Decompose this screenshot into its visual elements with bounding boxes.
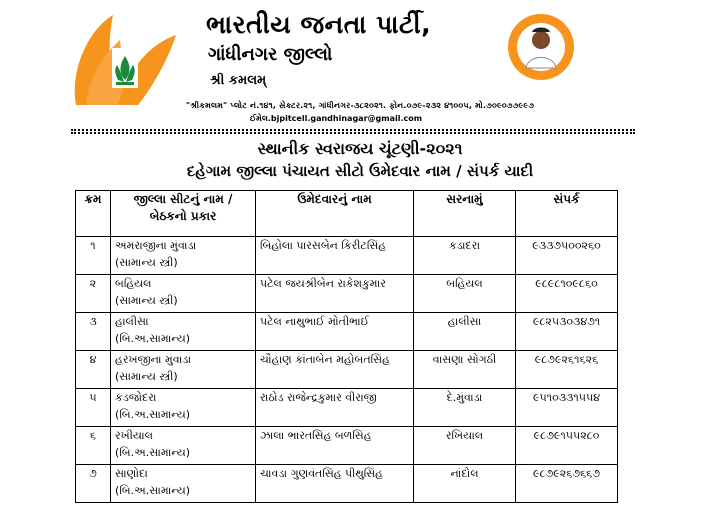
table-row (76, 313, 618, 351)
candidate-table (75, 190, 618, 503)
cell-seat (111, 237, 256, 275)
table-row (76, 237, 618, 275)
cell-contact: ૯૩૩૭૫૦૦૨૬૦ (516, 237, 618, 275)
seat-type: (સામાન્ય સ્ત્રી) (115, 256, 178, 269)
seat-type: (સામાન્ય સ્ત્રી) (115, 294, 178, 307)
separator-line (71, 132, 635, 134)
cell-seat (111, 313, 256, 351)
cell-candidate: રાઠોડ રાજેન્દ્રકુમાર વીરાજી (256, 389, 414, 427)
header-candidate: ઉમેદવારનું નામ (256, 191, 414, 237)
document-title: સ્થાનીક સ્વરાજય ચૂંટણી-૨૦૨૧ (257, 139, 463, 158)
document-subtitle: દહેગામ જીલ્લા પંચાયત સીટો ઉમેદવાર નામ / સંપર્ક યાદી (186, 162, 534, 180)
table-header-row (76, 191, 618, 237)
cell-sr: ૪ (76, 351, 111, 389)
seat-name: રખીયાલ (115, 429, 153, 442)
cell-seat (111, 351, 256, 389)
seat-name: હાલીસા (115, 315, 149, 328)
table-row (76, 389, 618, 427)
cell-candidate: પટેલ જયશ્રીબેન રાકેશકુમાર (256, 275, 414, 313)
cell-candidate: ચૌહાણ કાંતાબેન મહોબતસિંહ (256, 351, 414, 389)
cell-address: રખિયાલ (414, 427, 516, 465)
seat-name: અમરાજીના મુંવાડા (115, 239, 197, 252)
cell-sr: ૭ (76, 465, 111, 503)
cell-contact: ૯૮૭૯૨૬૧૬૨૬ (516, 351, 618, 389)
cell-address: કડાદરા (414, 237, 516, 275)
cell-candidate: પટેલ નાથુભાઈ મોતીભાઈ (256, 313, 414, 351)
cell-contact: ૯૮૭૯૧૫૫૨૮૦ (516, 427, 618, 465)
cell-seat (111, 465, 256, 503)
cell-contact: ૯૮૭૯૨૬૭૬૬૭ (516, 465, 618, 503)
header-address: સરનામું (414, 191, 516, 237)
header-sr: ક્રમ (76, 191, 111, 237)
cell-contact: ૯૮૨૫૩૦૩૪૭૧ (516, 313, 618, 351)
portrait-seal-icon (506, 10, 576, 84)
cell-candidate: ઝાલા ભારતસિંહ બળસિંહ (256, 427, 414, 465)
cell-address: વાસણા સોગઠી (414, 351, 516, 389)
cell-contact: ૯૫૧૦૩૩૧૫૫૪ (516, 389, 618, 427)
office-address: "શ્રીકમલમ" પ્લોટ નં.૧૪૧, સેક્ટર.૨૧, ગાંધીનગર-૩૮૨૦૨૧. ફોન.૦૭૯-૨૩૨ ૪૧૦૦૫, મો.૭૦૯૦૭૭૯૯૭ (185, 101, 535, 110)
header-seat (111, 191, 256, 237)
separator-line (71, 129, 635, 131)
district-name: ગાંધીનગર જીલ્લો (208, 44, 333, 65)
cell-address: બહિયલ (414, 275, 516, 313)
header-seat-type: બેઠકનો પ્રકાર (149, 209, 217, 223)
cell-address: હાલીસા (414, 313, 516, 351)
office-name: શ્રી કમલમ્ (210, 73, 267, 88)
cell-sr: ૬ (76, 427, 111, 465)
seat-type: (બિ.અ.સામાન્ય) (115, 408, 191, 421)
seat-type: (બિ.અ.સામાન્ય) (115, 332, 191, 345)
table-row (76, 427, 618, 465)
header-contact: સંપર્ક (516, 191, 618, 237)
email-address: ઈમેલ.bjpitcell.gandhinagar@gmail.com (250, 114, 423, 123)
header-seat-name: જીલ્લા સીટનું નામ / (133, 192, 233, 206)
cell-sr: ૨ (76, 275, 111, 313)
cell-seat (111, 389, 256, 427)
seat-name: કડજોદરા (115, 391, 157, 404)
cell-sr: ૧ (76, 237, 111, 275)
party-name: ભારતીય જનતા પાર્ટી, (206, 10, 432, 39)
cell-sr: ૩ (76, 313, 111, 351)
seat-type: (બિ.અ.સામાન્ય) (115, 484, 191, 497)
table-row (76, 351, 618, 389)
seat-name: હરખજીના મુંવાડા (115, 353, 192, 366)
cell-candidate: ચાવડા ગુણવંતસિંહ પીથુસિંહ (256, 465, 414, 503)
table-row (76, 275, 618, 313)
cell-candidate: બિહોલા પારસબેન કિરીટસિંહ (256, 237, 414, 275)
bjp-lotus-logo (68, 10, 178, 110)
table-row (76, 465, 618, 503)
cell-address: નાંદોલ (414, 465, 516, 503)
seat-name: સાણોદા (115, 467, 148, 480)
seat-type: (બિ.અ.સામાન્ય) (115, 446, 191, 459)
seat-name: બહિયલ (115, 277, 152, 290)
seat-type: (સામાન્ય સ્ત્રી) (115, 370, 178, 383)
cell-seat (111, 427, 256, 465)
cell-address: દે.મુંવાડા (414, 389, 516, 427)
cell-sr: ૫ (76, 389, 111, 427)
cell-contact: ૯૮૯૮૧૦૯૮૬૦ (516, 275, 618, 313)
cell-seat (111, 275, 256, 313)
